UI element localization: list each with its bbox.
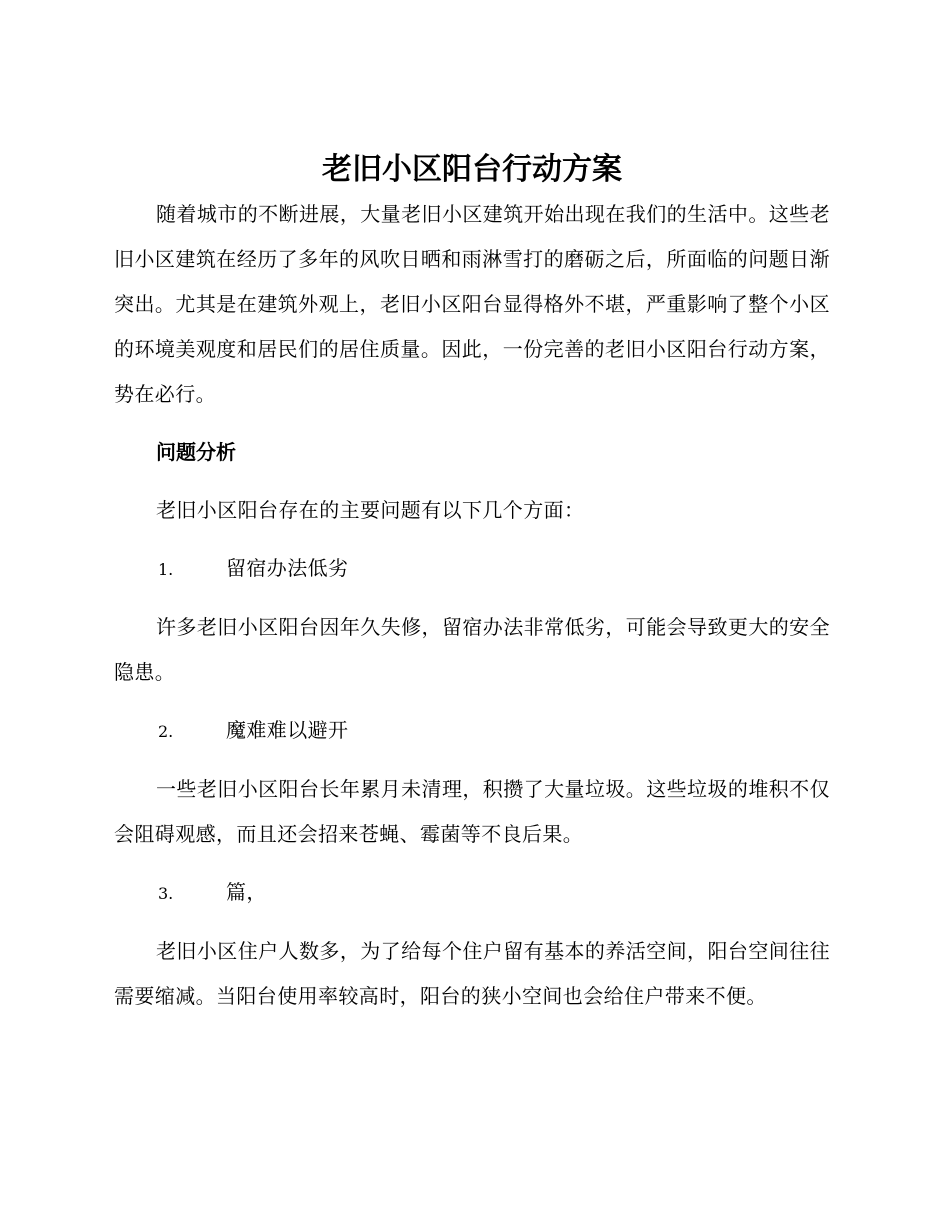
list-item-2 (114, 708, 830, 754)
list-label: 留宿办法低劣 (226, 556, 349, 580)
item-1-body: 许多老旧小区阳台因年久失修，留宿办法非常低劣，可能会导致更大的安全隐患。 (114, 615, 830, 684)
list-number: 2. (158, 722, 174, 741)
list-label: 篇， (226, 880, 267, 904)
section-heading: 问题分析 (156, 440, 236, 464)
list-number: 1. (158, 560, 174, 579)
intro-paragraph: 随着城市的不断进展，大量老旧小区建筑开始出现在我们的生活中。这些老旧小区建筑在经历了多年的风吹日晒和雨淋雪打的磨砺之后，所面临的问题日渐突出。尤其是在建筑外观上，老旧小区阳台显得格外不堪，严重影响了整个小区的环境美观度和居民们的居住质量。因此，一份完善的老旧小区阳台行动方案，势在必行。 (114, 202, 830, 406)
document-title: 老旧小区阳台行动方案 (322, 152, 622, 187)
list-label: 魔难难以避开 (226, 718, 349, 742)
list-number: 3. (158, 884, 174, 903)
list-item-1 (114, 546, 830, 592)
section-intro-paragraph: 老旧小区阳台存在的主要问题有以下几个方面： (156, 498, 585, 522)
list-item-3 (114, 870, 830, 916)
item-2-body: 一些老旧小区阳台长年累月未清理，积攒了大量垃圾。这些垃圾的堆积不仅会阻碍观感，而且还会招来苍蝇、霉菌等不良后果。 (114, 777, 830, 846)
item-3-body: 老旧小区住户人数多，为了给每个住户留有基本的养活空间，阳台空间往往需要缩减。当阳台使用率较高时，阳台的狭小空间也会给住户带来不便。 (114, 939, 830, 1008)
